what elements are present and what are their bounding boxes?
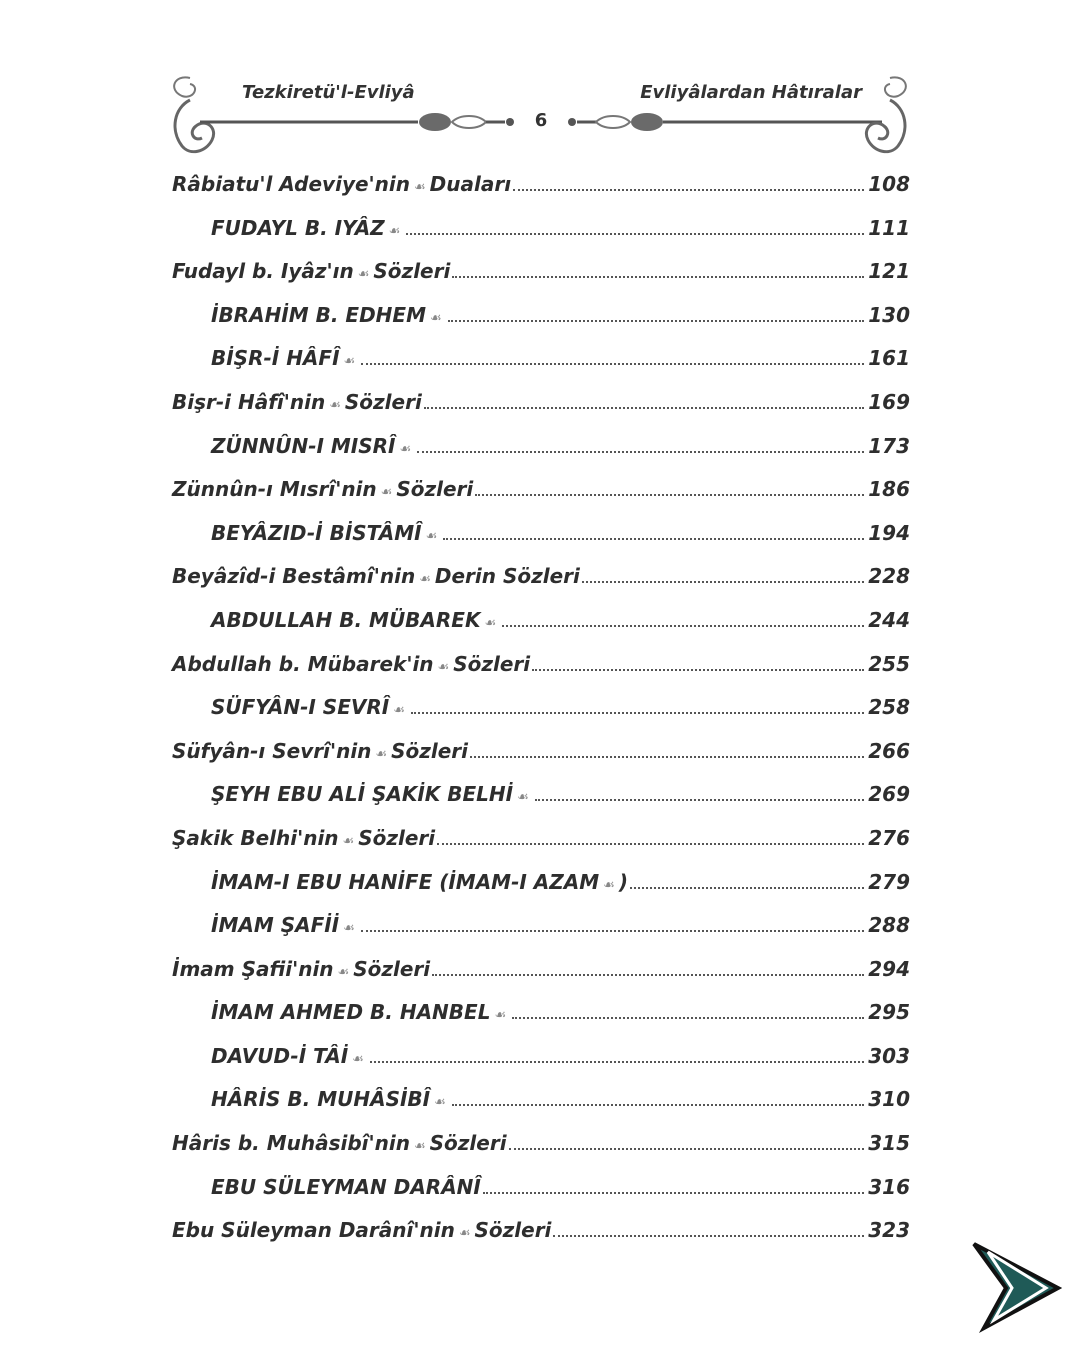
toc-entry[interactable] [172, 913, 910, 957]
toc-entry[interactable] [172, 608, 910, 652]
honorific-mark-icon: ☙ [380, 485, 393, 501]
toc-page-number: 295 [868, 1000, 910, 1025]
toc-entry[interactable] [172, 477, 910, 521]
honorific-mark-icon: ☙ [603, 877, 615, 893]
toc-page-number: 288 [868, 913, 910, 938]
dot-leader [470, 756, 864, 758]
toc-entry-suffix: Sözleri [373, 259, 451, 284]
dot-leader [475, 494, 864, 496]
toc-page-number: 255 [868, 651, 910, 676]
toc-page-number: 186 [868, 477, 910, 502]
toc-page-number: 169 [868, 389, 910, 414]
toc-page-number: 323 [868, 1218, 910, 1243]
toc-entry[interactable] [172, 303, 910, 347]
honorific-mark-icon: ☙ [342, 833, 355, 849]
toc-page-number: 269 [868, 782, 910, 807]
toc-entry[interactable] [172, 826, 910, 870]
toc-page-number: 108 [868, 172, 910, 196]
dot-leader [406, 233, 864, 235]
toc-entry[interactable] [172, 870, 910, 914]
toc-entry-title: DAVUD-İ TÂİ [211, 1043, 349, 1068]
toc-page-number: 130 [868, 302, 910, 327]
toc-page-number: 121 [868, 259, 910, 284]
dot-leader [582, 581, 864, 583]
toc-entry-title: FUDAYL B. IYÂZ [211, 215, 385, 240]
toc-entry-suffix: Sözleri [358, 825, 436, 850]
dot-leader [535, 799, 864, 801]
toc-page-number: 310 [868, 1087, 910, 1112]
toc-page-number: 228 [868, 564, 910, 589]
toc-entry-title: Bişr-i Hâfî'nin [172, 389, 326, 414]
honorific-mark-icon: ☙ [437, 659, 450, 675]
dot-leader [432, 974, 864, 976]
toc-page-number: 161 [868, 346, 910, 371]
toc-entry-title: İmam Şafii'nin [172, 956, 334, 981]
toc-entry[interactable] [172, 1044, 910, 1088]
toc-entry-title: Abdullah b. Mübarek'in [172, 651, 434, 676]
toc-entry[interactable] [172, 1131, 910, 1175]
toc-entry[interactable] [172, 259, 910, 303]
toc-page-number: 244 [868, 607, 910, 632]
running-title-left: Tezkiretü'l-Evliyâ [242, 82, 415, 103]
toc-entry[interactable] [172, 957, 910, 1001]
toc-entry-suffix: Sözleri [453, 651, 531, 676]
honorific-mark-icon: ☙ [352, 1051, 364, 1067]
honorific-mark-icon: ☙ [425, 528, 438, 544]
dot-leader [361, 930, 864, 932]
toc-page-number: 303 [868, 1043, 910, 1068]
toc-entry[interactable] [172, 1218, 910, 1262]
honorific-mark-icon: ☙ [429, 310, 442, 326]
toc-page-number: 316 [868, 1174, 910, 1199]
toc-page-number: 294 [868, 956, 910, 981]
toc-page-number: 258 [868, 695, 910, 720]
toc-entry-title: BEYÂZID-İ BİSTÂMÎ [211, 520, 422, 545]
toc-page-number: 173 [868, 433, 910, 458]
toc-page-number: 194 [868, 520, 910, 545]
toc-entry[interactable] [172, 564, 910, 608]
toc-entry[interactable] [172, 1175, 910, 1219]
dot-leader [509, 1148, 865, 1150]
toc-entry-title: İBRAHİM B. EDHEM [211, 302, 426, 327]
toc-entry[interactable] [172, 1000, 910, 1044]
toc-entry-title: Zünnûn-ı Mısrî'nin [172, 477, 377, 502]
toc-entry-title: EBU SÜLEYMAN DARÂNÎ [211, 1174, 481, 1199]
honorific-mark-icon: ☙ [434, 1095, 446, 1111]
toc-page-number: 315 [868, 1131, 910, 1156]
honorific-mark-icon: ☙ [388, 223, 401, 239]
honorific-mark-icon: ☙ [517, 790, 529, 806]
honorific-mark-icon: ☙ [393, 703, 405, 719]
toc-entry[interactable] [172, 782, 910, 826]
honorific-mark-icon: ☙ [329, 397, 341, 413]
dot-leader [443, 538, 864, 540]
dot-leader [553, 1235, 864, 1237]
toc-entry-title: SÜFYÂN-I SEVRÎ [211, 695, 390, 720]
running-title-right: Evliyâlardan Hâtıralar [640, 82, 862, 103]
toc-entry-title: BİŞR-İ HÂFÎ [211, 346, 340, 371]
toc-entry-title: Beyâzîd-i Bestâmî'nin [172, 564, 416, 589]
toc-entry-suffix: ) [618, 869, 628, 894]
toc-entry[interactable] [172, 1087, 910, 1131]
dot-leader [452, 1104, 864, 1106]
toc-entry-suffix: Sözleri [353, 956, 431, 981]
toc-entry-title: Şakik Belhi'nin [172, 825, 339, 850]
toc-entry-suffix: Duaları [429, 172, 512, 196]
honorific-mark-icon: ☙ [375, 746, 388, 762]
honorific-mark-icon: ☙ [413, 1139, 426, 1155]
honorific-mark-icon: ☙ [458, 1226, 471, 1242]
dot-leader [437, 843, 864, 845]
toc-entry-title: Ebu Süleyman Darânî'nin [172, 1218, 455, 1243]
dot-leader [361, 363, 864, 365]
honorific-mark-icon: ☙ [399, 441, 412, 457]
toc-entry-title: ZÜNNÛN-I MISRÎ [211, 433, 396, 458]
toc-entry-title: HÂRİS B. MUHÂSİBÎ [211, 1087, 431, 1112]
toc-entry-title: İMAM AHMED B. HANBEL [211, 1000, 491, 1025]
dot-leader [483, 1192, 864, 1194]
toc-entry-suffix: Sözleri [429, 1131, 507, 1156]
toc-entry[interactable] [172, 695, 910, 739]
toc-page-number: 279 [868, 869, 910, 894]
toc-entry-title: ŞEYH EBU ALİ ŞAKİK BELHİ [211, 782, 514, 807]
toc-entry[interactable] [172, 216, 910, 260]
honorific-mark-icon: ☙ [343, 921, 355, 937]
toc-page-number: 266 [868, 738, 910, 763]
dot-leader [630, 887, 864, 889]
toc-entry[interactable] [172, 172, 910, 216]
dot-leader [448, 320, 865, 322]
honorific-mark-icon: ☙ [414, 180, 426, 195]
honorific-mark-icon: ☙ [419, 572, 431, 588]
toc-entry-suffix: Sözleri [396, 477, 474, 502]
toc-page-number: 111 [868, 215, 910, 240]
dot-leader [512, 1017, 864, 1019]
toc-entry-suffix: Derin Sözleri [434, 564, 580, 589]
page-number: 6 [534, 110, 548, 131]
toc-entry-suffix: Sözleri [344, 389, 422, 414]
toc-entry[interactable] [172, 346, 910, 390]
toc-entry[interactable] [172, 652, 910, 696]
dot-leader [452, 276, 864, 278]
running-header [160, 60, 920, 170]
honorific-mark-icon: ☙ [343, 354, 356, 370]
dot-leader [411, 712, 864, 714]
dot-leader [532, 669, 864, 671]
dot-leader [417, 451, 864, 453]
toc-entry-title: Süfyân-ı Sevrî'nin [172, 738, 372, 763]
honorific-mark-icon: ☙ [357, 267, 370, 283]
toc-entry-title: ABDULLAH B. MÜBAREK [211, 607, 481, 632]
toc-entry-suffix: Sözleri [391, 738, 469, 763]
toc-entry-title: İMAM-I EBU HANİFE (İMAM-I AZAM [211, 869, 600, 894]
dot-leader [502, 625, 864, 627]
honorific-mark-icon: ☙ [337, 964, 350, 980]
toc-entry-title: Râbiatu'l Adeviye'nin [172, 172, 410, 196]
toc-entry[interactable] [172, 434, 910, 478]
toc-entry-suffix: Sözleri [474, 1218, 552, 1243]
toc-page-number: 276 [868, 825, 910, 850]
chevron-right-icon[interactable] [966, 1238, 1062, 1334]
dot-leader [513, 189, 864, 191]
honorific-mark-icon: ☙ [494, 1008, 507, 1024]
table-of-contents [172, 172, 910, 1262]
honorific-mark-icon: ☙ [484, 615, 497, 631]
toc-entry-title: Fudayl b. Iyâz'ın [172, 259, 354, 284]
toc-entry[interactable] [172, 390, 910, 434]
toc-entry[interactable] [172, 739, 910, 783]
toc-entry-title: İMAM ŞAFİİ [211, 913, 340, 938]
dot-leader [424, 407, 864, 409]
toc-entry[interactable] [172, 521, 910, 565]
dot-leader [370, 1061, 864, 1063]
toc-entry-title: Hâris b. Muhâsibî'nin [172, 1131, 410, 1156]
